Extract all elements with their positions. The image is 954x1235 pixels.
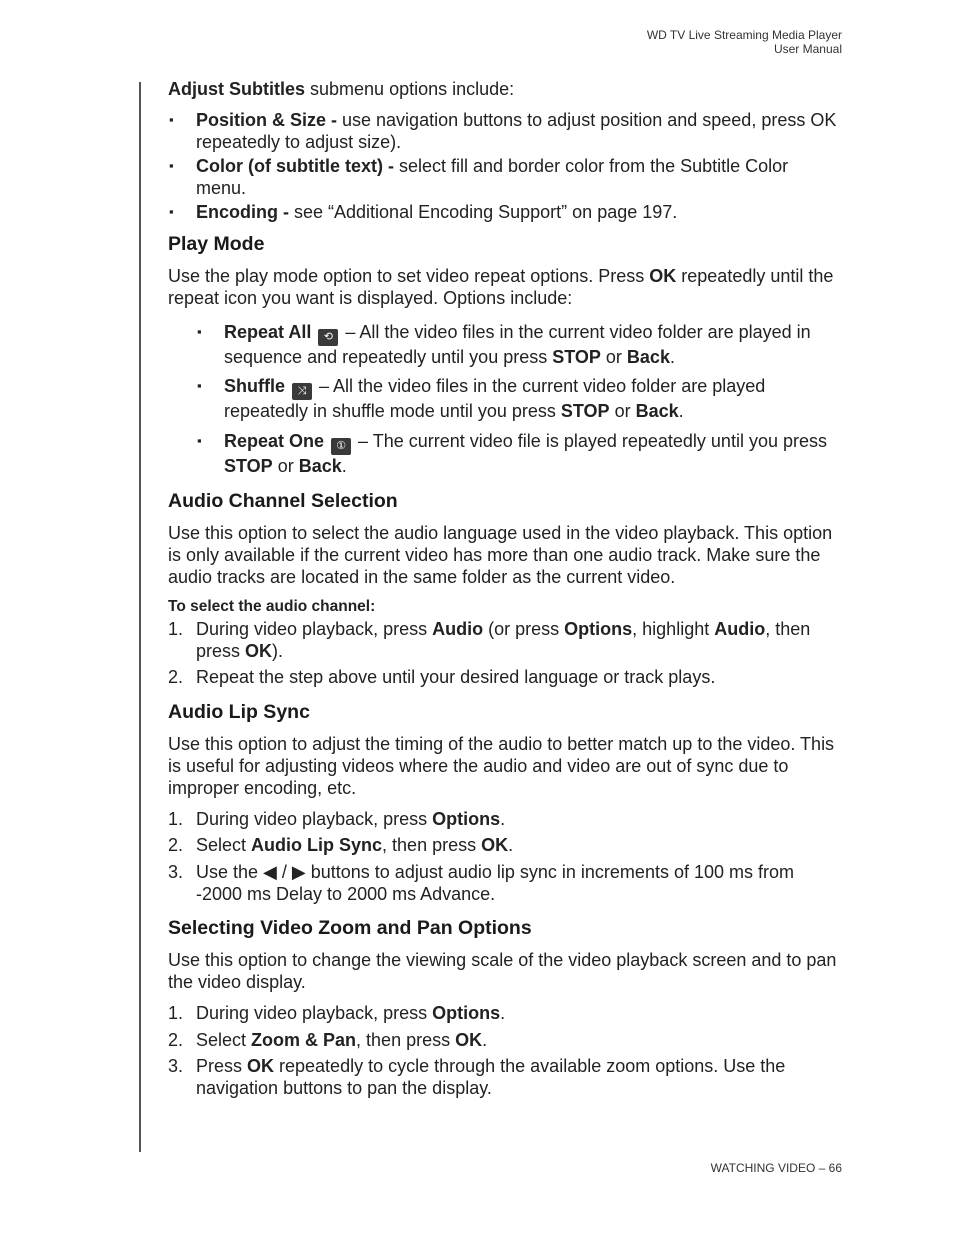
audio-lip-sync-paragraph: Use this option to adjust the timing of the audio to better match up to the video. This is useful for adjusting videos where the audio and video are out of sync due to improper encoding, etc. bbox=[168, 734, 835, 798]
list-item: 2. Repeat the step above until your desired language or track plays. bbox=[168, 667, 716, 687]
shuffle-icon: ⤨ bbox=[292, 383, 312, 400]
repeat-all-icon: ⟲ bbox=[318, 329, 338, 346]
audio-channel-subheading: To select the audio channel: bbox=[168, 598, 376, 615]
bullet-marker: ▪ bbox=[169, 158, 174, 173]
header-product-title: WD TV Live Streaming Media Player bbox=[646, 28, 842, 42]
bullet-marker: ▪ bbox=[169, 204, 174, 219]
list-item: ▪ Shuffle ⤨ – All the video files in the current video folder are played repeatedly in shuffle mode until you press STOP or Back. bbox=[197, 376, 766, 421]
list-item: ▪ Color (of subtitle text) - select fill and border color from the Subtitle Color menu. bbox=[169, 156, 789, 198]
bullet-marker: ▪ bbox=[197, 324, 202, 339]
list-item: 1. During video playback, press Audio (or press Options, highlight Audio, then press OK). bbox=[168, 619, 811, 661]
list-item: ▪ Repeat All ⟲ – All the video files in the current video folder are played in sequence and repeatedly until you press STOP or Back. bbox=[197, 322, 811, 367]
section-heading-audio-lip-sync: Audio Lip Sync bbox=[168, 701, 310, 723]
list-item: 2. Select Zoom & Pan, then press OK. bbox=[168, 1030, 488, 1050]
page-header bbox=[647, 28, 842, 56]
play-mode-paragraph: Use the play mode option to set video repeat options. Press OK repeatedly until the repeat icon you want is displayed. Options include: bbox=[168, 266, 834, 308]
header-manual-label: User Manual bbox=[773, 42, 842, 56]
margin-rule bbox=[139, 82, 141, 1152]
bullet-marker: ▪ bbox=[197, 378, 202, 393]
list-item: 1. During video playback, press Options. bbox=[168, 1003, 506, 1023]
list-item: 1. During video playback, press Options. bbox=[168, 809, 506, 829]
page-footer: WATCHING VIDEO – 66 bbox=[710, 1161, 842, 1175]
list-item: 2. Select Audio Lip Sync, then press OK. bbox=[168, 835, 514, 855]
list-item: ▪ Repeat One ① – The current video file is played repeatedly until you press STOP or Back. bbox=[197, 431, 827, 476]
bullet-marker: ▪ bbox=[169, 112, 174, 127]
audio-channel-paragraph: Use this option to select the audio language used in the video playback. This option is only available if the current video has more than one audio track. Make sure the audio tracks are located in the same folder as the current video. bbox=[168, 523, 833, 587]
list-item: ▪ Position & Size - use navigation buttons to adjust position and speed, press OK repeatedly to adjust size). bbox=[169, 110, 837, 152]
section-heading-play-mode: Play Mode bbox=[168, 233, 265, 255]
list-item: 3. Use the ◀ / ▶ buttons to adjust audio lip sync in increments of 100 ms from -2000 ms Delay to 2000 ms Advance. bbox=[168, 862, 794, 904]
zoom-pan-paragraph: Use this option to change the viewing scale of the video playback screen and to pan the video display. bbox=[168, 950, 837, 992]
right-arrow-icon: ▶ bbox=[291, 862, 306, 882]
page-content bbox=[168, 78, 840, 1099]
list-item: ▪ Encoding - see “Additional Encoding Support” on page 197. bbox=[169, 202, 678, 222]
left-arrow-icon: ◀ bbox=[263, 862, 277, 882]
list-item: 3. Press OK repeatedly to cycle through the available zoom options. Use the navigation buttons to pan the display. bbox=[168, 1056, 786, 1098]
section-heading-audio-channel: Audio Channel Selection bbox=[168, 490, 398, 512]
repeat-one-icon: ① bbox=[331, 438, 351, 455]
section-heading-zoom-pan: Selecting Video Zoom and Pan Options bbox=[168, 917, 532, 939]
bullet-marker: ▪ bbox=[197, 433, 202, 448]
adjust-subtitles-intro: Adjust Subtitles submenu options include: bbox=[168, 79, 515, 99]
